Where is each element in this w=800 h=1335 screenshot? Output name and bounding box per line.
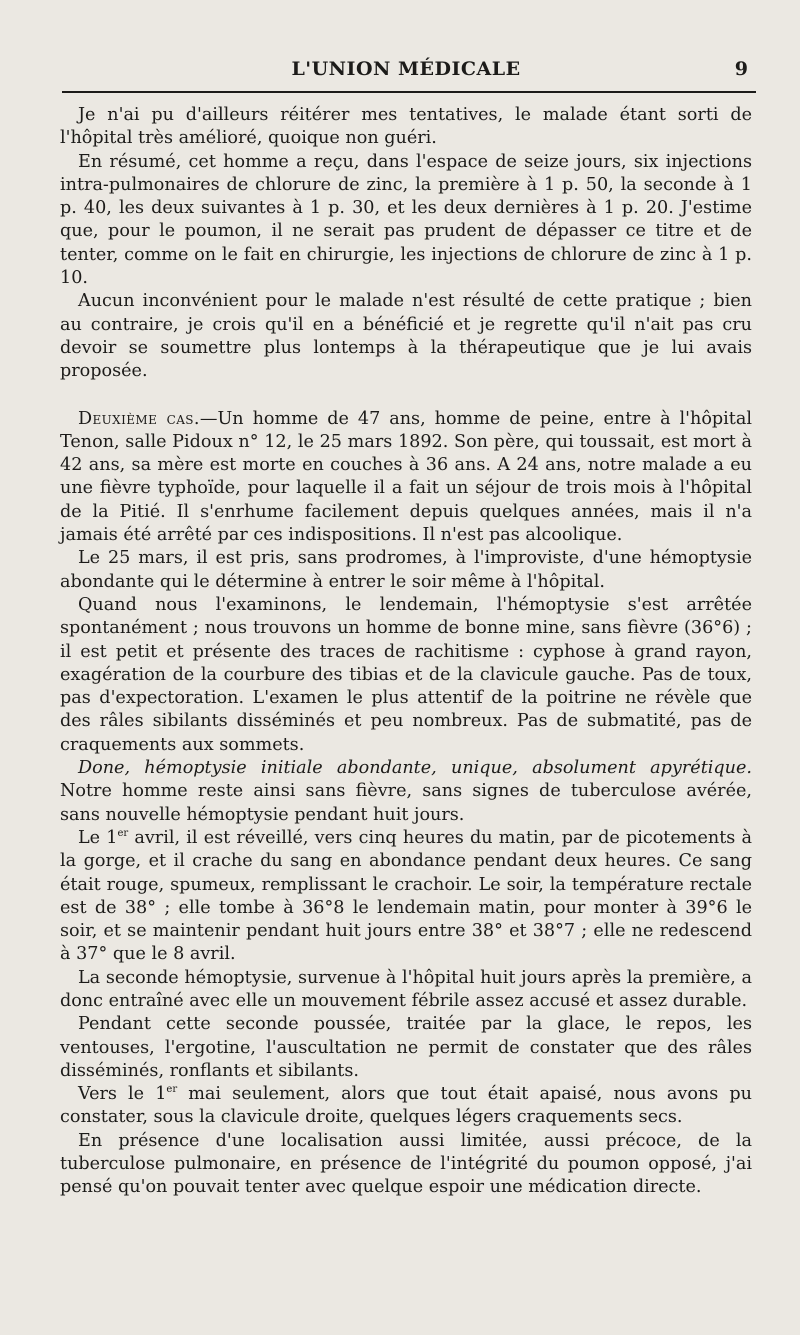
paragraph: Je n'ai pu d'ailleurs réitérer mes tentatives, le malade étant sorti de l'hôpital très amélioré, quoique non guéri. — [60, 105, 752, 149]
italic-summary: Done, hémoptysie initiale abondante, unique, absolument apyrétique. — [78, 758, 752, 779]
case-heading: Deuxième cas. — [78, 408, 200, 429]
paragraph: En présence d'une localisation aussi limitée, aussi précoce, de la tuberculose pulmonaire, en présence de l'intégrité du poumon opposé, j'ai pensé qu'on pouvait tenter avec quelque espoir une médication directe. — [60, 1130, 752, 1198]
paragraph: Pendant cette seconde poussée, traitée par la glace, le repos, les ventouses, l'ergotine, l'auscultation ne permit de constater que des râles disséminés, ronflants et sibilants. — [60, 1014, 752, 1081]
paragraph: Aucun inconvénient pour le malade n'est résulté de cette pratique ; bien au contraire, je crois qu'il en a bénéficié et je regrette qu'il n'ait pas cru devoir se soumettre plus lontemps à la thérapeutique que je lui avais proposée. — [60, 291, 752, 382]
header-rule — [62, 91, 756, 93]
article-body — [60, 104, 752, 1200]
paragraph: Le 25 mars, il est pris, sans prodromes, à l'improviste, d'une hémoptysie abondante qui le détermine à entrer le soir même à l'hôpital. — [60, 548, 752, 592]
paragraph: Vers le 1er mai seulement, alors que tout était apaisé, nous avons pu constater, sous la clavicule droite, quelques légers craquements secs. — [60, 1084, 752, 1128]
case-paragraph: Deuxième cas.—Un homme de 47 ans, homme de peine, entre à l'hôpital Tenon, salle Pidoux n° 12, le 25 mars 1892. Son père, qui toussait, est mort à 42 ans, sa mère est morte en couches à 36 ans. A 24 ans, notre malade a eu une fièvre typhoïde, pour laquelle il a fait un séjour de trois mois à l'hôpital de la Pitié. Il s'enrhume facilement depuis quelques années, mais il n'a jamais été arrêté par ces indispositions. Il n'est pas alcoolique. — [60, 408, 752, 546]
paragraph: Le 1er avril, il est réveillé, vers cinq heures du matin, par de picotements à la gorge, et il crache du sang en abondance pendant deux heures. Ce sang était rouge, spumeux, remplissant le crachoir. Le soir, la température rectale est de 38° ; elle tombe à 36°8 le lendemain matin, pour monter à 39°6 le soir, et se maintenir pendant huit jours entre 38° et 38°7 ; elle ne redescend à 37° que le 8 avril. — [60, 827, 752, 965]
paragraph: La seconde hémoptysie, survenue à l'hôpital huit jours après la première, a donc entraîné avec elle un mouvement fébrile assez accusé et assez durable. — [60, 967, 752, 1011]
running-head — [60, 52, 752, 86]
paragraph: Quand nous l'examinons, le lendemain, l'hémoptysie s'est arrêtée spontanément ; nous trouvons un homme de bonne mine, sans fièvre (36°6) ; il est petit et présente des traces de rachitisme : cyphose à grand rayon, exagération de la courbure des tibias et de la clavicule gauche. Pas de toux, pas d'expectoration. L'examen le plus attentif de la poitrine ne révèle que des râles sibilants disséminés et peu nombreux. Pas de submatité, pas de craquements aux sommets. — [60, 594, 752, 755]
page-number: 9 — [734, 58, 748, 80]
paragraph: Done, hémoptysie initiale abondante, unique, absolument apyrétique. Notre homme reste ainsi sans fièvre, sans signes de tuberculose avérée, sans nouvelle hémoptysie pendant huit jours. — [60, 758, 752, 825]
journal-title: L'UNION MÉDICALE — [291, 58, 521, 80]
paragraph: En résumé, cet homme a reçu, dans l'espace de seize jours, six injections intra-pulmonaires de chlorure de zinc, la première à 1 p. 50, la seconde à 1 p. 40, les deux suivantes à 1 p. 30, et les deux dernières à 1 p. 20. J'estime que, pour le poumon, il ne serait pas prudent de dépasser ce titre et de tenter, comme on le fait en chirurgie, les injections de chlorure de zinc à 1 p. 10. — [60, 151, 752, 289]
